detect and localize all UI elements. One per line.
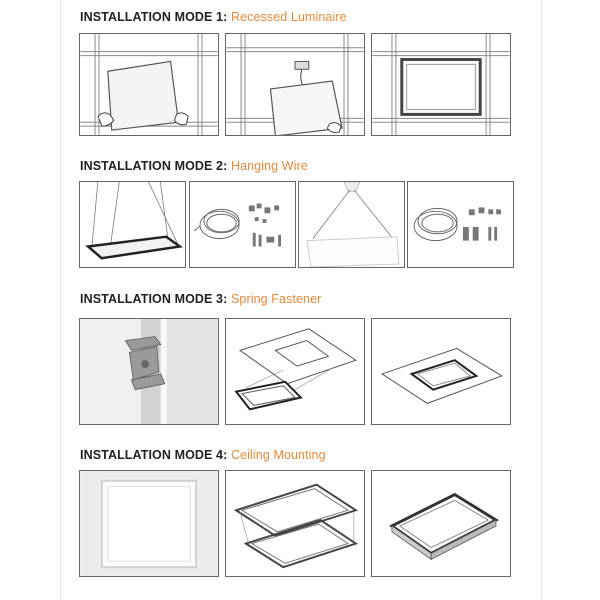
section-1-heading xyxy=(80,10,347,24)
section-4-mode: Ceiling Mounting xyxy=(230,448,326,462)
section-4-prefix: INSTALLATION MODE 4: xyxy=(80,448,228,462)
spring-clip-photo-illustration xyxy=(80,319,218,424)
mode4-panel-3 xyxy=(371,470,511,577)
mode3-panel-1 xyxy=(79,318,219,425)
section-3-heading xyxy=(80,292,321,306)
section-2-mode: Hanging Wire xyxy=(230,159,308,173)
mode4-panel-1 xyxy=(79,470,219,577)
mode4-panel-2 xyxy=(225,470,365,577)
installed-panel-illustration xyxy=(372,34,510,135)
mode2-panel-4 xyxy=(407,181,514,268)
mode2-panel-3 xyxy=(298,181,405,268)
mode3-panel-3 xyxy=(371,318,511,425)
suspended-light-panel-illustration xyxy=(299,182,404,267)
spring-frame-exploded-illustration xyxy=(226,319,364,424)
section-4-heading xyxy=(80,448,326,462)
mode1-panel-1 xyxy=(79,33,219,136)
mode1-panel-2 xyxy=(225,33,365,136)
surface-frame-exploded-illustration xyxy=(226,471,364,576)
hanging-wire-kit-illustration xyxy=(190,182,295,267)
tilted-panel-driver-illustration xyxy=(226,34,364,135)
mode3-panel-2 xyxy=(225,318,365,425)
section-3-prefix: INSTALLATION MODE 3: xyxy=(80,292,228,306)
surface-frame-assembled-illustration xyxy=(372,471,510,576)
section-2-prefix: INSTALLATION MODE 2: xyxy=(80,159,228,173)
section-1-prefix: INSTALLATION MODE 1: xyxy=(80,10,228,24)
grid-ceiling-insert-illustration xyxy=(80,34,218,135)
section-3-mode: Spring Fastener xyxy=(230,292,322,306)
section-1-mode: Recessed Luminaire xyxy=(230,10,347,24)
hanging-wire-kit-2-illustration xyxy=(408,182,513,267)
white-panel-photo-illustration xyxy=(80,471,218,576)
section-2-heading xyxy=(80,159,308,173)
mode2-panel-2 xyxy=(189,181,296,268)
mode1-panel-3 xyxy=(371,33,511,136)
spring-frame-installed-illustration xyxy=(372,319,510,424)
suspended-dark-panel-illustration xyxy=(80,182,185,267)
mode2-panel-1 xyxy=(79,181,186,268)
